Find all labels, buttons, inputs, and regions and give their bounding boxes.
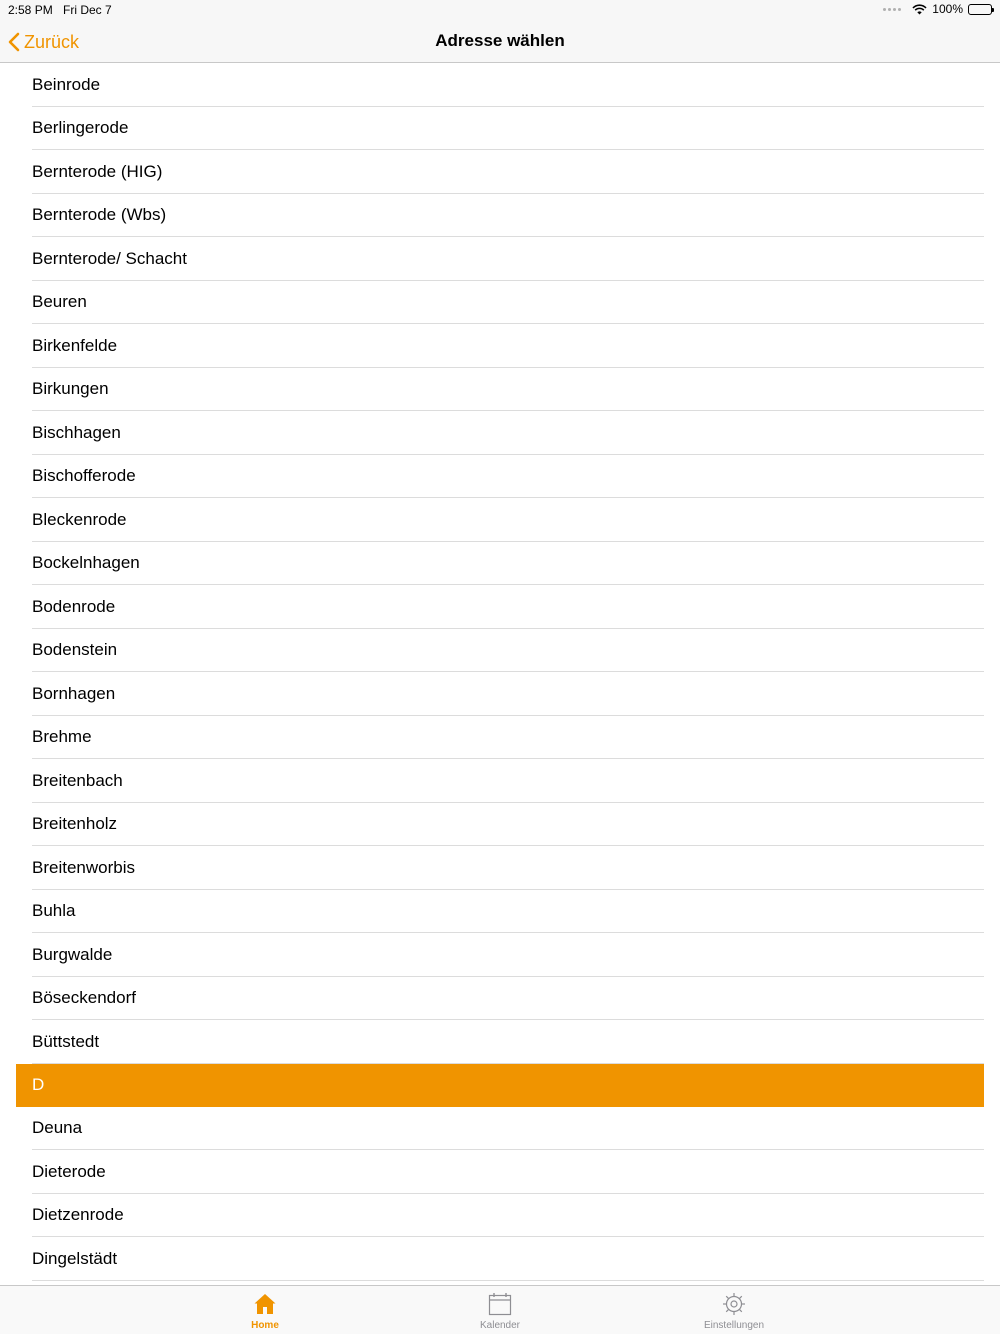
list-item[interactable] xyxy=(16,1020,984,1064)
back-label: Zurück xyxy=(24,31,80,52)
list-item-label: Brehme xyxy=(32,727,92,747)
tab-label: Einstellungen xyxy=(703,1320,765,1331)
list-item-label: Büttstedt xyxy=(32,1031,100,1051)
list-item-label: Beuren xyxy=(32,292,87,312)
section-header-d xyxy=(16,1064,984,1107)
status-bar xyxy=(0,0,1000,20)
list-item[interactable] xyxy=(16,237,984,281)
navigation-bar xyxy=(0,20,1000,63)
list-item[interactable] xyxy=(16,455,984,499)
list-item[interactable] xyxy=(16,1107,984,1151)
tab-home[interactable] xyxy=(215,1292,315,1334)
list-item[interactable] xyxy=(16,803,984,847)
tab-label: Kalender xyxy=(479,1320,521,1331)
list-item[interactable] xyxy=(16,846,984,890)
list-item-label: Dieterode xyxy=(32,1161,106,1181)
list-item[interactable] xyxy=(16,63,984,107)
list-item-label: Beinrode xyxy=(32,74,101,94)
tab-label: Home xyxy=(251,1320,279,1331)
status-date: Fri Dec 7 xyxy=(63,3,112,17)
list-item[interactable] xyxy=(16,324,984,368)
list-item[interactable] xyxy=(16,1194,984,1238)
list-item[interactable] xyxy=(16,1237,984,1281)
list-item-label: Burgwalde xyxy=(32,944,113,964)
list-item-label: Breitenholz xyxy=(32,814,118,834)
list-item[interactable] xyxy=(16,498,984,542)
list-item-label: Dingelstädt xyxy=(32,1248,118,1268)
tab-bar xyxy=(0,1285,1000,1334)
list-item-label: Bischhagen xyxy=(32,422,121,442)
home-icon xyxy=(253,1292,277,1316)
list-item-label: Bockelnhagen xyxy=(32,553,140,573)
row-separator xyxy=(32,1063,984,1064)
calendar-icon xyxy=(488,1292,512,1316)
tab-einstellungen[interactable] xyxy=(684,1292,784,1334)
list-item-label: Berlingerode xyxy=(32,118,129,138)
battery-icon xyxy=(968,4,992,15)
list-item[interactable] xyxy=(16,890,984,934)
list-item-label: Bernterode (Wbs) xyxy=(32,205,167,225)
list-item-label: Bleckenrode xyxy=(32,509,127,529)
list-item[interactable] xyxy=(16,716,984,760)
list-item[interactable] xyxy=(16,977,984,1021)
list-group-b xyxy=(16,63,984,1064)
row-separator xyxy=(32,1280,984,1281)
list-item[interactable] xyxy=(16,629,984,673)
status-time: 2:58 PM xyxy=(8,3,53,17)
status-indicators xyxy=(883,2,992,16)
list-item[interactable] xyxy=(16,281,984,325)
list-item-label: Bernterode (HIG) xyxy=(32,161,163,181)
signal-icon xyxy=(883,8,901,11)
list-item-label: Bernterode/ Schacht xyxy=(32,248,187,268)
list-item-label: Buhla xyxy=(32,901,76,921)
list-item-label: Bodenstein xyxy=(32,640,118,660)
address-list[interactable] xyxy=(16,63,984,1285)
list-item[interactable] xyxy=(16,585,984,629)
list-item-label: Birkenfelde xyxy=(32,335,118,355)
list-item-label: Deuna xyxy=(32,1118,83,1138)
list-item[interactable] xyxy=(16,194,984,238)
section-letter: D xyxy=(32,1075,45,1094)
list-item[interactable] xyxy=(16,411,984,455)
list-item-label: Bodenrode xyxy=(32,596,116,616)
list-item[interactable] xyxy=(16,150,984,194)
gear-icon xyxy=(722,1292,746,1316)
list-item-label: Birkungen xyxy=(32,379,109,399)
list-item[interactable] xyxy=(16,107,984,151)
list-item-label: Breitenworbis xyxy=(32,857,135,877)
wifi-icon xyxy=(912,4,927,15)
list-item[interactable] xyxy=(16,542,984,586)
list-item[interactable] xyxy=(16,368,984,412)
list-item[interactable] xyxy=(16,933,984,977)
tab-kalender[interactable] xyxy=(450,1292,550,1334)
list-item-label: Bornhagen xyxy=(32,683,116,703)
list-item[interactable] xyxy=(16,672,984,716)
list-group-d xyxy=(16,1107,984,1281)
page-title: Adresse wählen xyxy=(435,31,565,50)
list-item-label: Bischofferode xyxy=(32,466,136,486)
list-item-label: Böseckendorf xyxy=(32,988,136,1008)
list-item[interactable] xyxy=(16,759,984,803)
list-item[interactable] xyxy=(16,1150,984,1194)
list-item-label: Breitenbach xyxy=(32,770,123,790)
battery-percent: 100% xyxy=(932,2,963,16)
list-item-label: Dietzenrode xyxy=(32,1205,124,1225)
